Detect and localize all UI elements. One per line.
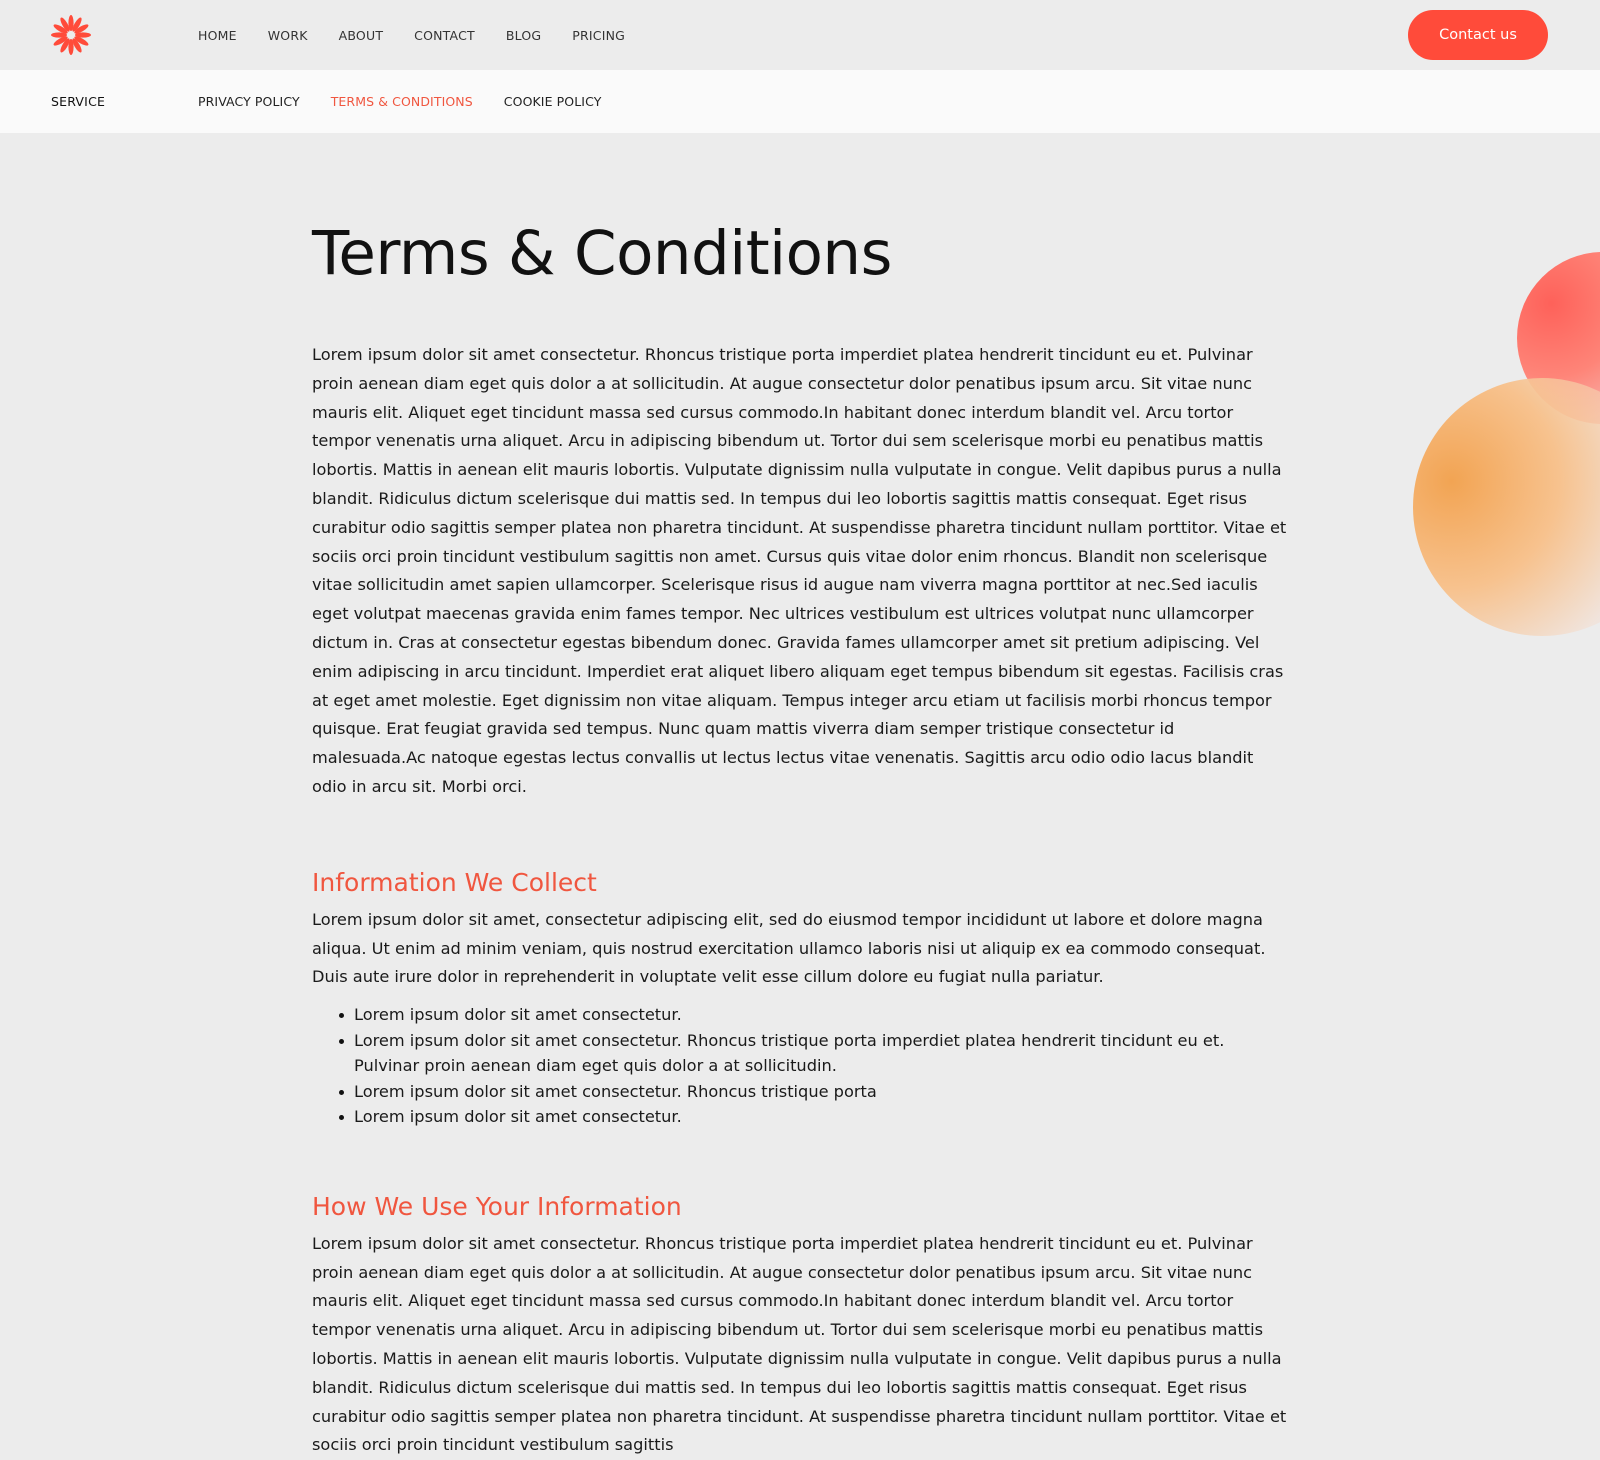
top-navigation-bar [0,0,1600,70]
section-heading: How We Use Your Information [312,1191,682,1221]
section-how-we-use-your-information [312,1192,1288,1460]
list-item: Lorem ipsum dolor sit amet consectetur. Rhoncus tristique porta imperdiet platea hendrerit tincidunt eu et. Pulvinar proin aenean diam eget quis dolor a at sollicitudin. [354,1028,1288,1079]
policy-nav [198,70,632,133]
sunburst-logo-icon[interactable] [50,14,92,56]
section-paragraph: Lorem ipsum dolor sit amet consectetur. Rhoncus tristique porta imperdiet platea hendrerit tincidunt eu et. Pulvinar proin aenean diam eget quis dolor a at sollicitudin. At augue consectetur dolor penatibus ipsum arcu. Sit vitae nunc mauris elit. Aliquet eget tincidunt massa sed cursus commodo.In habitant donec interdum blandit vel. Arcu tortor tempor venenatis urna aliquet. Arcu in adipiscing bibendum ut. Tortor dui sem scelerisque morbi eu penatibus mattis lobortis. Mattis in aenean elit mauris lobortis. Vulputate dignissim nulla vulputate in congue. Velit dapibus purus a nulla blandit. Ridiculus dictum scelerisque dui mattis sed. In tempus dui leo lobortis sagittis mattis consequat. Eget risus curabitur odio sagittis semper platea non pharetra tincidunt. At suspendisse pharetra tincidunt nullam porttitor. Vitae et sociis orci proin tincidunt vestibulum sagittis [312,1233,1287,1455]
tab-privacy-policy[interactable]: PRIVACY POLICY [198,94,300,109]
decorative-gradient-circles [1380,240,1600,640]
sub-navigation-bar [0,70,1600,133]
intro-paragraph: Lorem ipsum dolor sit amet consectetur. Rhoncus tristique porta imperdiet platea hendrerit tincidunt eu et. Pulvinar proin aenean diam eget quis dolor a at sollicitudin. At augue consectetur dolor penatibus ipsum arcu. Sit vitae nunc mauris elit. Aliquet eget tincidunt massa sed cursus commodo.In habitant donec interdum blandit vel. Arcu tortor tempor venenatis urna aliquet. Arcu in adipiscing bibendum ut. Tortor dui sem scelerisque morbi eu penatibus mattis lobortis. Mattis in aenean elit mauris lobortis. Vulputate dignissim nulla vulputate in congue. Velit dapibus purus a nulla blandit. Ridiculus dictum scelerisque dui mattis sed. In tempus dui leo lobortis sagittis mattis consequat. Eget risus curabitur odio sagittis semper platea non pharetra tincidunt. At suspendisse pharetra tincidunt nullam porttitor. Vitae et sociis orci proin tincidunt vestibulum sagittis non amet. Cursus quis vitae dolor enim rhoncus. Blandit non scelerisque vitae sollicitudin amet sapien ullamcorper. Scelerisque risus id augue nam viverra magna porttitor at nec.Sed iaculis eget volutpat maecenas gravida enim fames tempor. Nec ultrices vestibulum est ultrices volutpat nunc ullamcorper dictum in. Cras at consectetur egestas bibendum donec. Gravida fames ullamcorper amet sit pretium adipiscing. Vel enim adipiscing in arcu tincidunt. Imperdiet erat aliquet libero aliquam eget tempus bibendum sit egestas. Facilisis cras at eget amet molestie. Eget dignissim non vitae aliquam. Tempus integer arcu etiam ut facilisis morbi rhoncus tempor quisque. Erat feugiat gravida sed tempus. Nunc quam mattis viverra diam semper tristique consectetur id malesuada.Ac natoque egestas lectus convallis ut lectus lectus vitae venenatis. Sagittis arcu odio odio lacus blandit odio in arcu sit. Morbi orci. [312,345,1287,797]
list-item: Lorem ipsum dolor sit amet consectetur. [354,1002,1288,1028]
section-paragraph: Lorem ipsum dolor sit amet, consectetur adipiscing elit, sed do eiusmod tempor incididunt ut labore et dolore magna aliqua. Ut enim ad minim veniam, quis nostrud exercitation ullamco laboris nisi ut aliquip ex ea commodo consequat. Duis aute irure dolor in reprehenderit in voluptate velit esse cillum dolore eu fugiat nulla pariatur. [312,909,1266,987]
tab-terms-conditions[interactable]: TERMS & CONDITIONS [330,94,473,109]
nav-contact[interactable]: CONTACT [414,27,475,43]
section-label: SERVICE [51,94,106,109]
tab-cookie-policy[interactable]: COOKIE POLICY [503,94,602,109]
decorative-orange-circle [1413,378,1600,636]
nav-work[interactable]: WORK [267,27,308,43]
nav-blog[interactable]: BLOG [505,27,542,43]
main-content [312,220,1288,1460]
page-title: Terms & Conditions [312,218,892,289]
nav-home[interactable]: HOME [198,27,237,43]
main-nav [198,0,656,70]
bullet-list [312,1002,1288,1130]
nav-pricing[interactable]: PRICING [572,27,626,43]
decorative-red-circle [1517,252,1600,424]
list-item: Lorem ipsum dolor sit amet consectetur. Rhoncus tristique porta [354,1079,1288,1105]
section-information-we-collect [312,868,1288,1130]
section-heading: Information We Collect [312,867,597,897]
list-item: Lorem ipsum dolor sit amet consectetur. [354,1104,1288,1130]
contact-us-button[interactable]: Contact us [1408,10,1548,60]
nav-about[interactable]: ABOUT [338,27,384,43]
